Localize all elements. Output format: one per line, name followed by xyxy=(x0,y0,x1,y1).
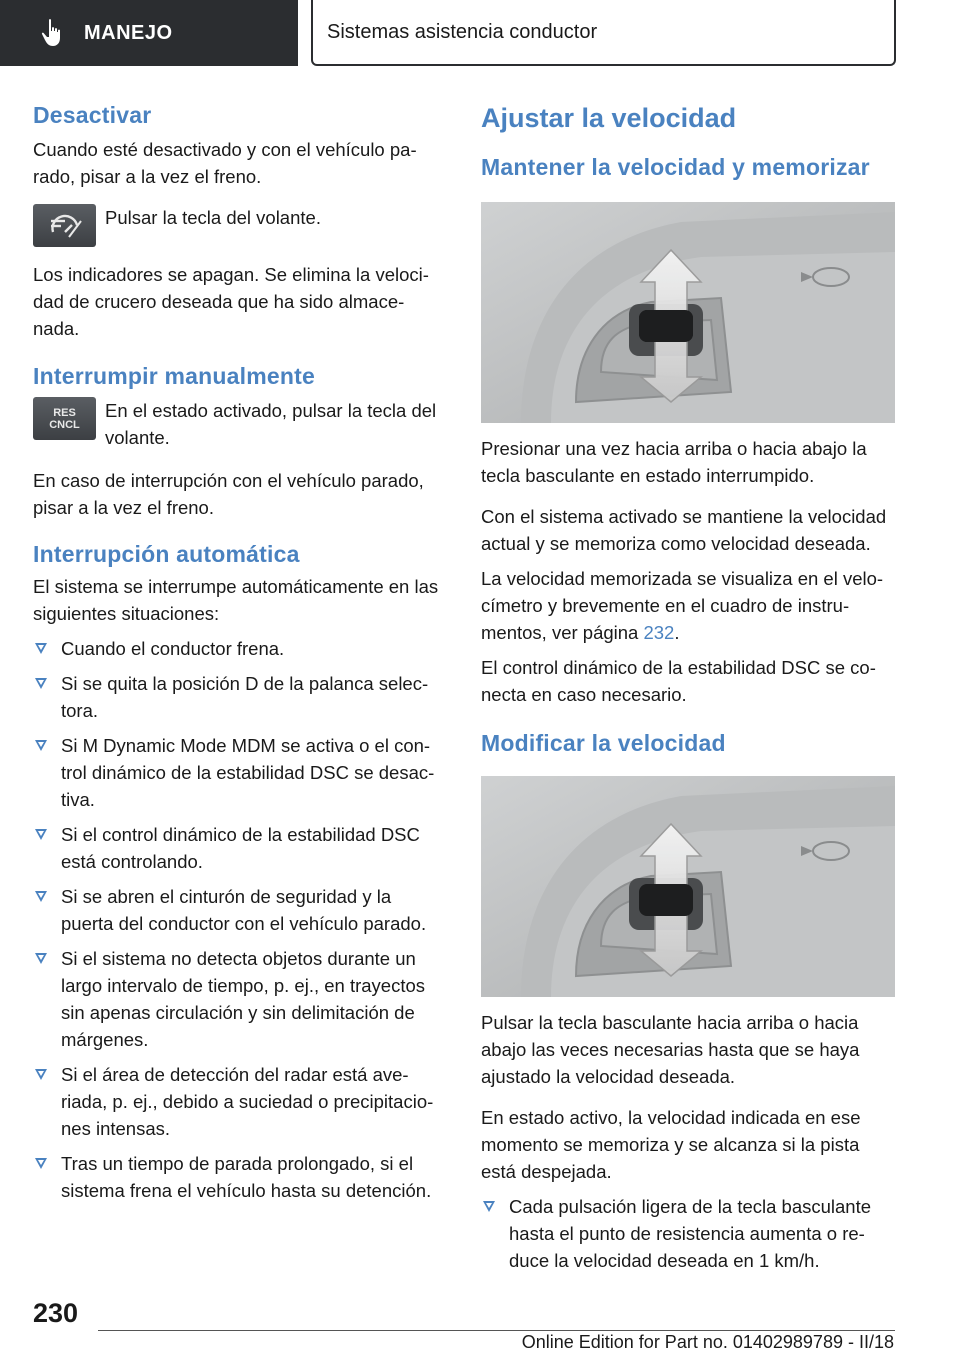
paragraph-presionar: Presionar una vez hacia arriba o hacia abajo la tecla basculante en estado interrumpido. xyxy=(481,438,867,486)
paragraph-dsc: El control dinámico de la estabilidad DSC se co‐ necta en caso necesario. xyxy=(481,657,876,705)
key2-text: En el estado activado, pulsar la tecla del volante. xyxy=(105,400,437,448)
steering-wheel-illustration xyxy=(481,202,895,423)
triangle-bullet-icon xyxy=(35,1069,47,1080)
paragraph-interrupcion-parado: En caso de interrupción con el vehículo parado, pisar a la vez el freno. xyxy=(33,470,424,518)
section-title: MANEJO xyxy=(84,21,173,44)
list-item: Si el sistema no detecta objetos durante un largo intervalo de tiempo, p. ej., en trayectos sin apenas circulación y sin delimitación de márgenes. xyxy=(33,945,445,1053)
key-row-cruise xyxy=(33,204,445,247)
res-label: RES xyxy=(53,406,76,419)
paragraph-pulsar: Pulsar la tecla basculante hacia arriba o hacia abajo las veces necesarias hasta que se haya ajustado la velocidad deseada. xyxy=(481,1012,860,1087)
chapter-title: Sistemas asistencia conductor xyxy=(327,20,598,43)
paragraph-activo: En estado activo, la velocidad indicada en ese momento se memoriza y se alcanza si la pista está despejada. xyxy=(481,1107,861,1182)
heading-interrumpir: Interrumpir manualmente xyxy=(33,363,315,389)
paragraph-activado: Con el sistema activado se mantiene la velocidad actual y se memoriza como velocidad deseada. xyxy=(481,506,887,554)
triangle-bullet-icon xyxy=(483,1201,495,1212)
heading-modificar: Modificar la velocidad xyxy=(481,730,726,756)
cncl-label: CNCL xyxy=(49,418,80,431)
steering-wheel-photo-1 xyxy=(481,202,895,423)
list-automatica xyxy=(33,635,445,1204)
heading-mantener: Mantener la velocidad y memorizar xyxy=(481,154,870,180)
paragraph-desactivar: Cuando esté desactivado y con el vehículo pa‐ rado, pisar a la vez el freno. xyxy=(33,139,417,187)
chapter-tab xyxy=(311,0,896,66)
triangle-bullet-icon xyxy=(35,1158,47,1169)
list-item: Si se quita la posición D de la palanca selec‐ tora. xyxy=(33,670,445,724)
section-tab xyxy=(0,0,298,66)
paragraph-memorizada: La velocidad memorizada se visualiza en el velo‐ címetro y brevemente en el cuadro de instru‐ mentos, ver página 232. xyxy=(481,568,884,643)
paragraph-indicadores: Los indicadores se apagan. Se elimina la veloci‐ dad de crucero deseada que ha sido almace‐ nada. xyxy=(33,264,429,339)
heading-ajustar: Ajustar la velocidad xyxy=(481,103,737,133)
paragraph-automatica: El sistema se interrumpe automáticamente en las siguientes situaciones: xyxy=(33,576,439,624)
triangle-bullet-icon xyxy=(35,643,47,654)
triangle-bullet-icon xyxy=(35,953,47,964)
triangle-bullet-icon xyxy=(35,829,47,840)
list-item: Cada pulsación ligera de la tecla basculante hasta el punto de resistencia aumenta o re‐ duce la velocidad deseada en 1 km/h. xyxy=(481,1193,895,1274)
heading-automatica: Interrupción automática xyxy=(33,541,300,567)
triangle-bullet-icon xyxy=(35,891,47,902)
steering-wheel-photo-2 xyxy=(481,776,895,997)
steering-wheel-illustration xyxy=(481,776,895,997)
right-column xyxy=(481,100,895,1274)
res-cncl-key xyxy=(33,397,96,440)
left-column xyxy=(33,100,445,1204)
cruise-control-off-icon xyxy=(45,213,85,239)
list-item: Si se abren el cinturón de seguridad y la puerta del conductor con el vehículo parado. xyxy=(33,883,445,937)
key1-text: Pulsar la tecla del volante. xyxy=(105,207,321,228)
page-number: 230 xyxy=(33,1298,79,1328)
page-header xyxy=(0,0,960,66)
hand-pointer-icon xyxy=(40,18,66,48)
page-reference-link[interactable]: 232 xyxy=(643,622,675,643)
list-item: Si el área de detección del radar está ave‐ riada, p. ej., debido a suciedad o precipitacio‐ nes intensas. xyxy=(33,1061,445,1142)
list-item: Si M Dynamic Mode MDM se activa o el con‐ trol dinámico de la estabilidad DSC se desac‐ tiva. xyxy=(33,732,445,813)
triangle-bullet-icon xyxy=(35,740,47,751)
key-row-res xyxy=(33,397,445,451)
edition-note: Online Edition for Part no. 01402989789 - II/18 xyxy=(521,1332,894,1352)
footer-divider xyxy=(98,1330,895,1331)
list-item: Cuando el conductor frena. xyxy=(33,635,445,662)
cruise-control-key xyxy=(33,204,96,247)
list-modificar xyxy=(481,1193,895,1274)
list-item: Si el control dinámico de la estabilidad DSC está controlando. xyxy=(33,821,445,875)
triangle-bullet-icon xyxy=(35,678,47,689)
heading-desactivar: Desactivar xyxy=(33,102,152,128)
list-item: Tras un tiempo de parada prolongado, si el sistema frena el vehículo hasta su detención. xyxy=(33,1150,445,1204)
